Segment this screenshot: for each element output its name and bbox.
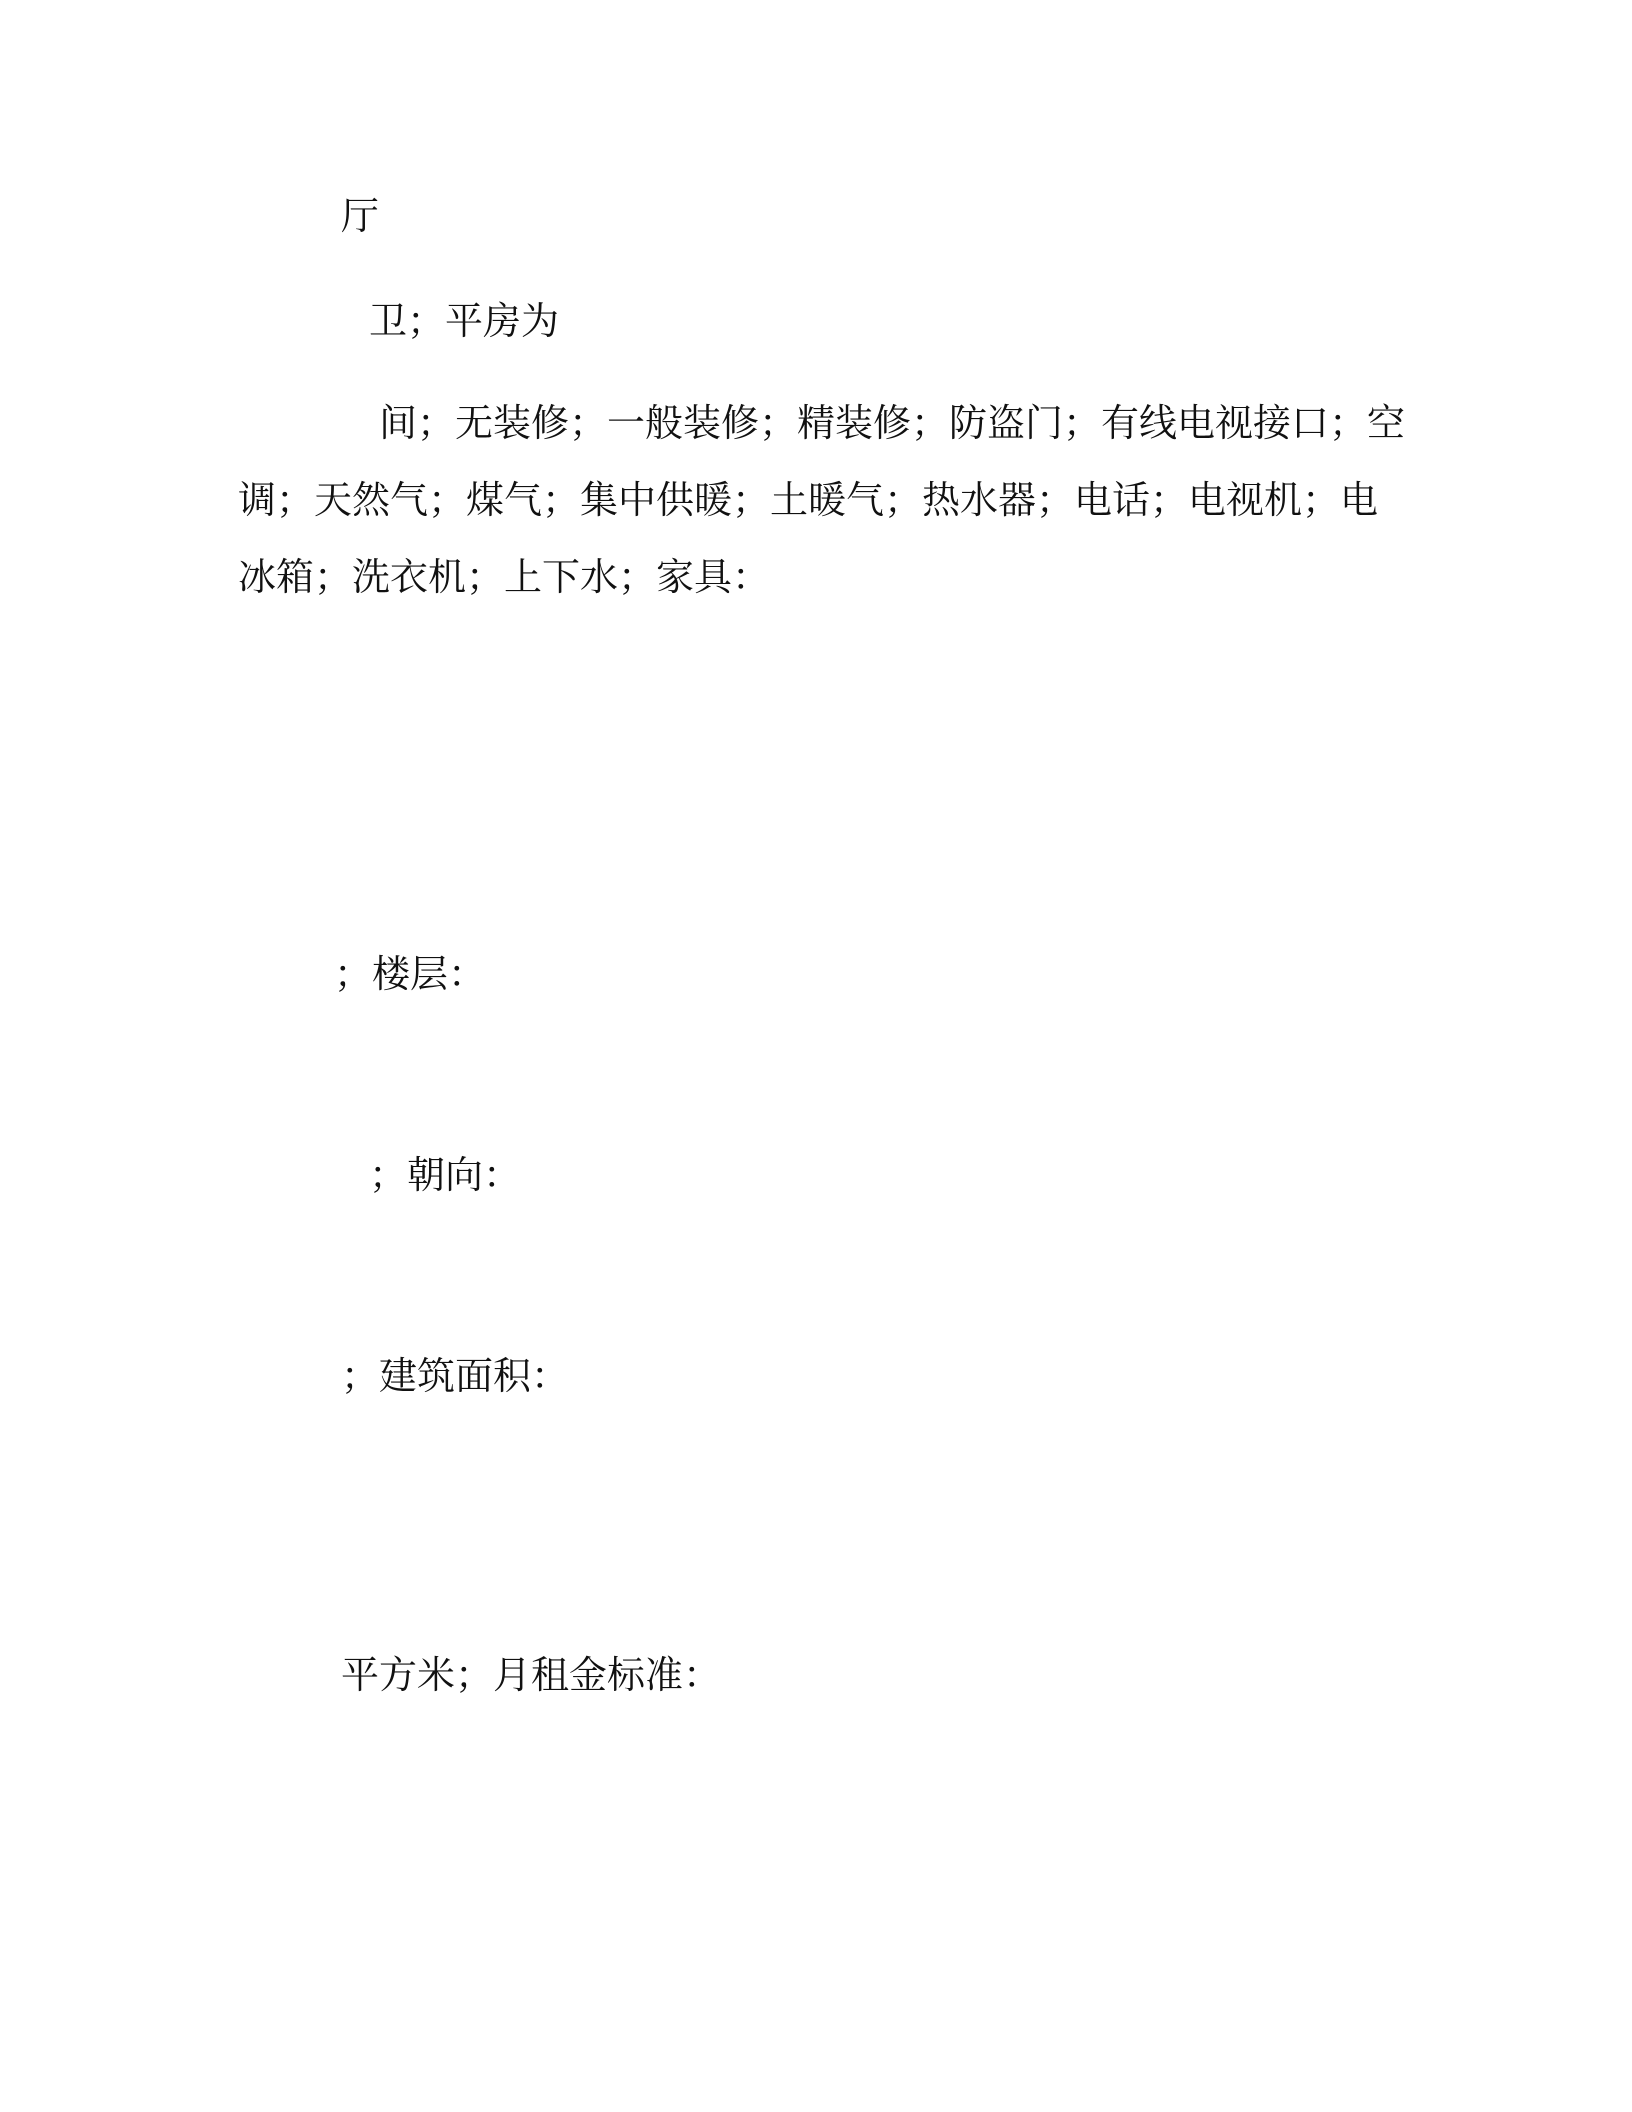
monthly-rent-line: 平方米；月租金标准： [341,1653,722,1697]
building-area-line: ；建筑面积： [341,1354,570,1398]
features-paragraph [238,385,1405,616]
features-line-1: 间；无装修；一般装修；精装修；防盗门；有线电视接口；空 [379,401,1406,445]
features-line-3: 冰箱；洗衣机；上下水；家具： [238,555,771,599]
orientation-line: ；朝向： [369,1153,522,1197]
features-line-2: 调；天然气；煤气；集中供暖；土暖气；热水器；电话；电视机；电 [238,478,1379,522]
hall-line: 厅 [341,194,380,238]
bathroom-line: 卫；平房为 [369,299,560,343]
floor-line: ；楼层： [334,952,487,996]
